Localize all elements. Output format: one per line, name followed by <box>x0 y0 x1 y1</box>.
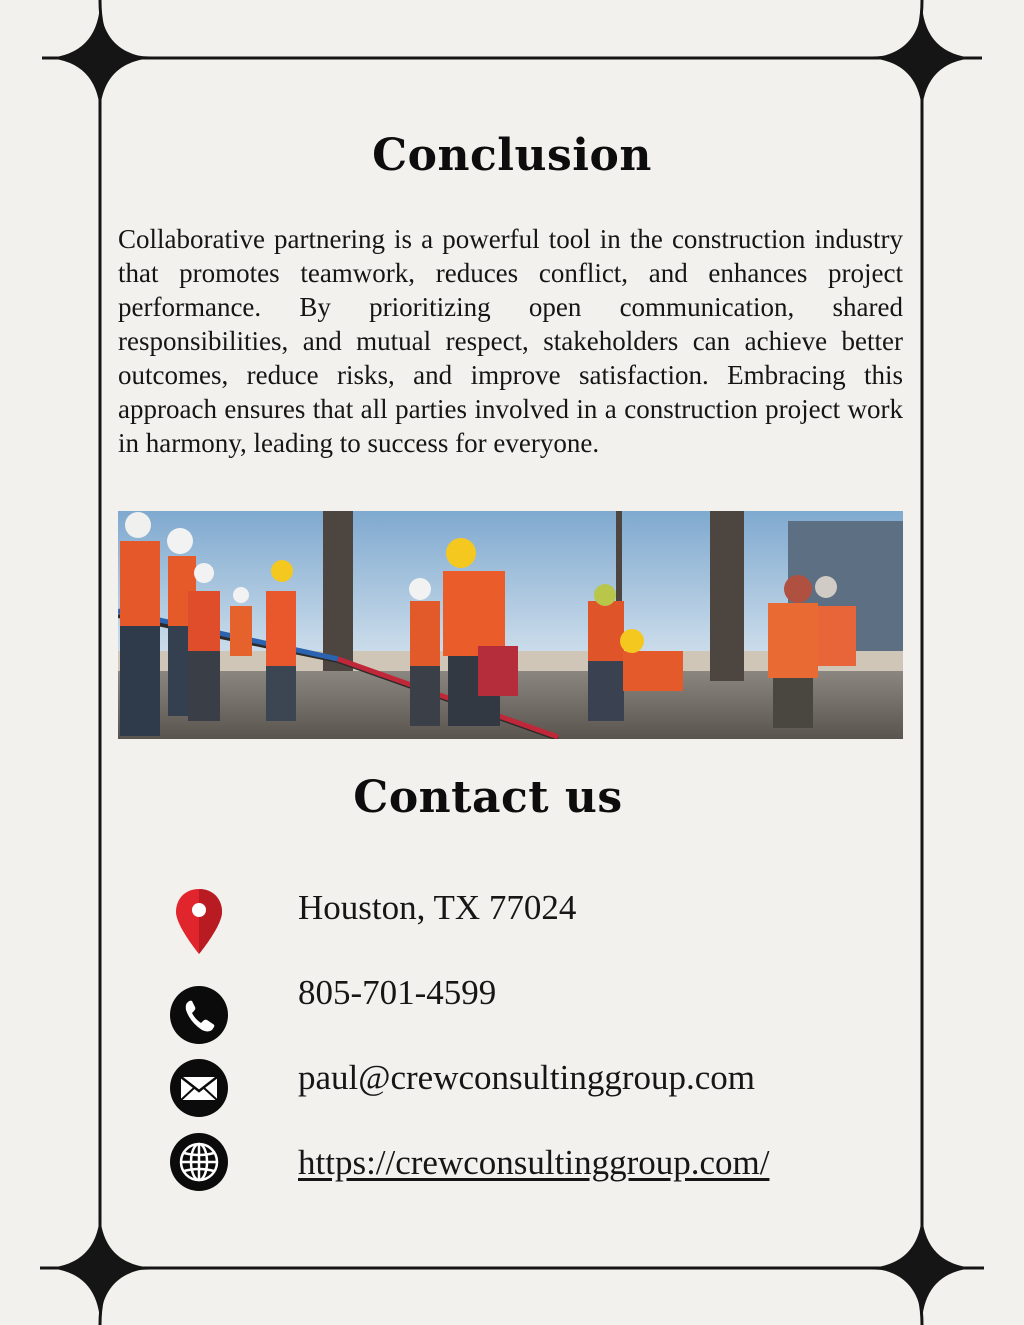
globe-icon <box>168 1127 230 1197</box>
conclusion-heading: Conclusion <box>372 130 652 181</box>
conclusion-paragraph: Collaborative partnering is a powerful tool in the construction industry that promotes teamwork, reduces conflict, and enhances project performance. By prioritizing open communication, shared responsibilities, and mutual respect, stakeholders can achieve better outcomes, reduce risks, and improve satisfaction. Embracing this approach ensures that all parties involved in a construction project work in harmony, leading to success for everyone. <box>118 224 903 458</box>
email-text[interactable]: paul@crewconsultinggroup.com <box>298 1058 755 1097</box>
phone-text: 805-701-4599 <box>298 973 497 1012</box>
contact-heading: Contact us <box>353 772 623 823</box>
map-pin-icon <box>168 886 230 956</box>
website-link[interactable]: https://crewconsultinggroup.com/ <box>298 1143 770 1182</box>
construction-workers-photo <box>118 511 903 739</box>
address-text: Houston, TX 77024 <box>298 888 577 927</box>
star-ornament <box>870 6 974 110</box>
star-ornament <box>48 1216 152 1320</box>
mail-icon <box>168 1053 230 1123</box>
star-ornament <box>870 1216 974 1320</box>
phone-icon <box>168 980 230 1050</box>
star-ornament <box>48 6 152 110</box>
